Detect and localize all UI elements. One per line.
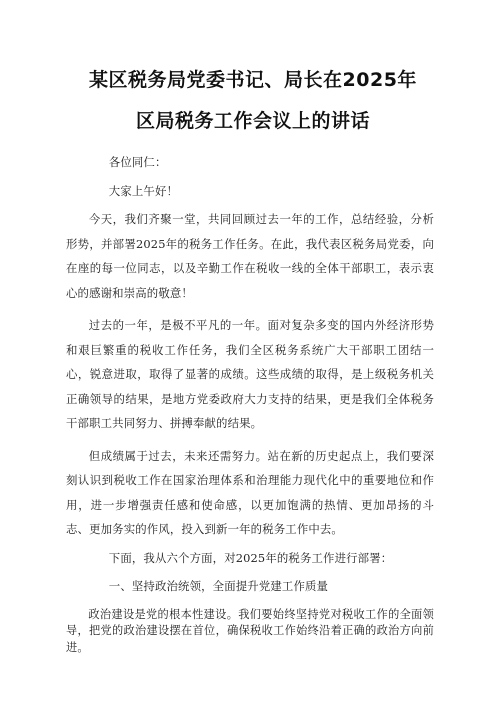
paragraph-outlook: 但成绩属于过去，未来还需努力。站在新的历史起点上，我们要深刻认识到税收工作在国家治理体系和治理能力现代化中的重要地位和作用，进一步增强责任感和使命感，以更加饱满的热情、更加昂扬的斗志、更加务实的作风，投入到新一年的税务工作中去。 [66,448,434,536]
paragraph-political-building: 政治建设是党的根本性建设。我们要始终坚持党对税收工作的全面领导，把党的政治建设摆在首位，确保税收工作始终沿着正确的政治方向前进。 [66,607,434,654]
paragraph-deployment-intro: 下面，我从六个方面，对2025年的税务工作进行部署： [108,550,393,565]
document-title-line-1: 某区税务局党委书记、局长在2025年 [89,69,417,91]
greeting: 大家上午好！ [108,183,179,198]
document-title-line-2: 区局税务工作会议上的讲话 [135,110,370,132]
salutation: 各位同仁： [108,155,167,169]
paragraph-opening: 今天，我们齐聚一堂，共同回顾过去一年的工作，总结经验，分析形势，并部署2025年的税务工作任务。在此，我代表区税务局党委，向在座的每一位同志，以及辛勤工作在税收一线的全体干部职工，表示衷心的感谢和崇高的敬意！ [66,212,434,300]
paragraph-review: 过去的一年，是极不平凡的一年。面对复杂多变的国内外经济形势和艰巨繁重的税收工作任务，我们全区税务系统广大干部职工团结一心，锐意进取，取得了显著的成绩。这些成绩的取得，是上级税务机关正确领导的结果，是地方党委政府大力支持的结果，更是我们全体税务干部职工共同努力、拼搏奉献的结果。 [66,318,434,430]
document-body [66,150,434,656]
section-heading-1: 一、坚持政治统领，全面提升党建工作质量 [108,579,329,593]
